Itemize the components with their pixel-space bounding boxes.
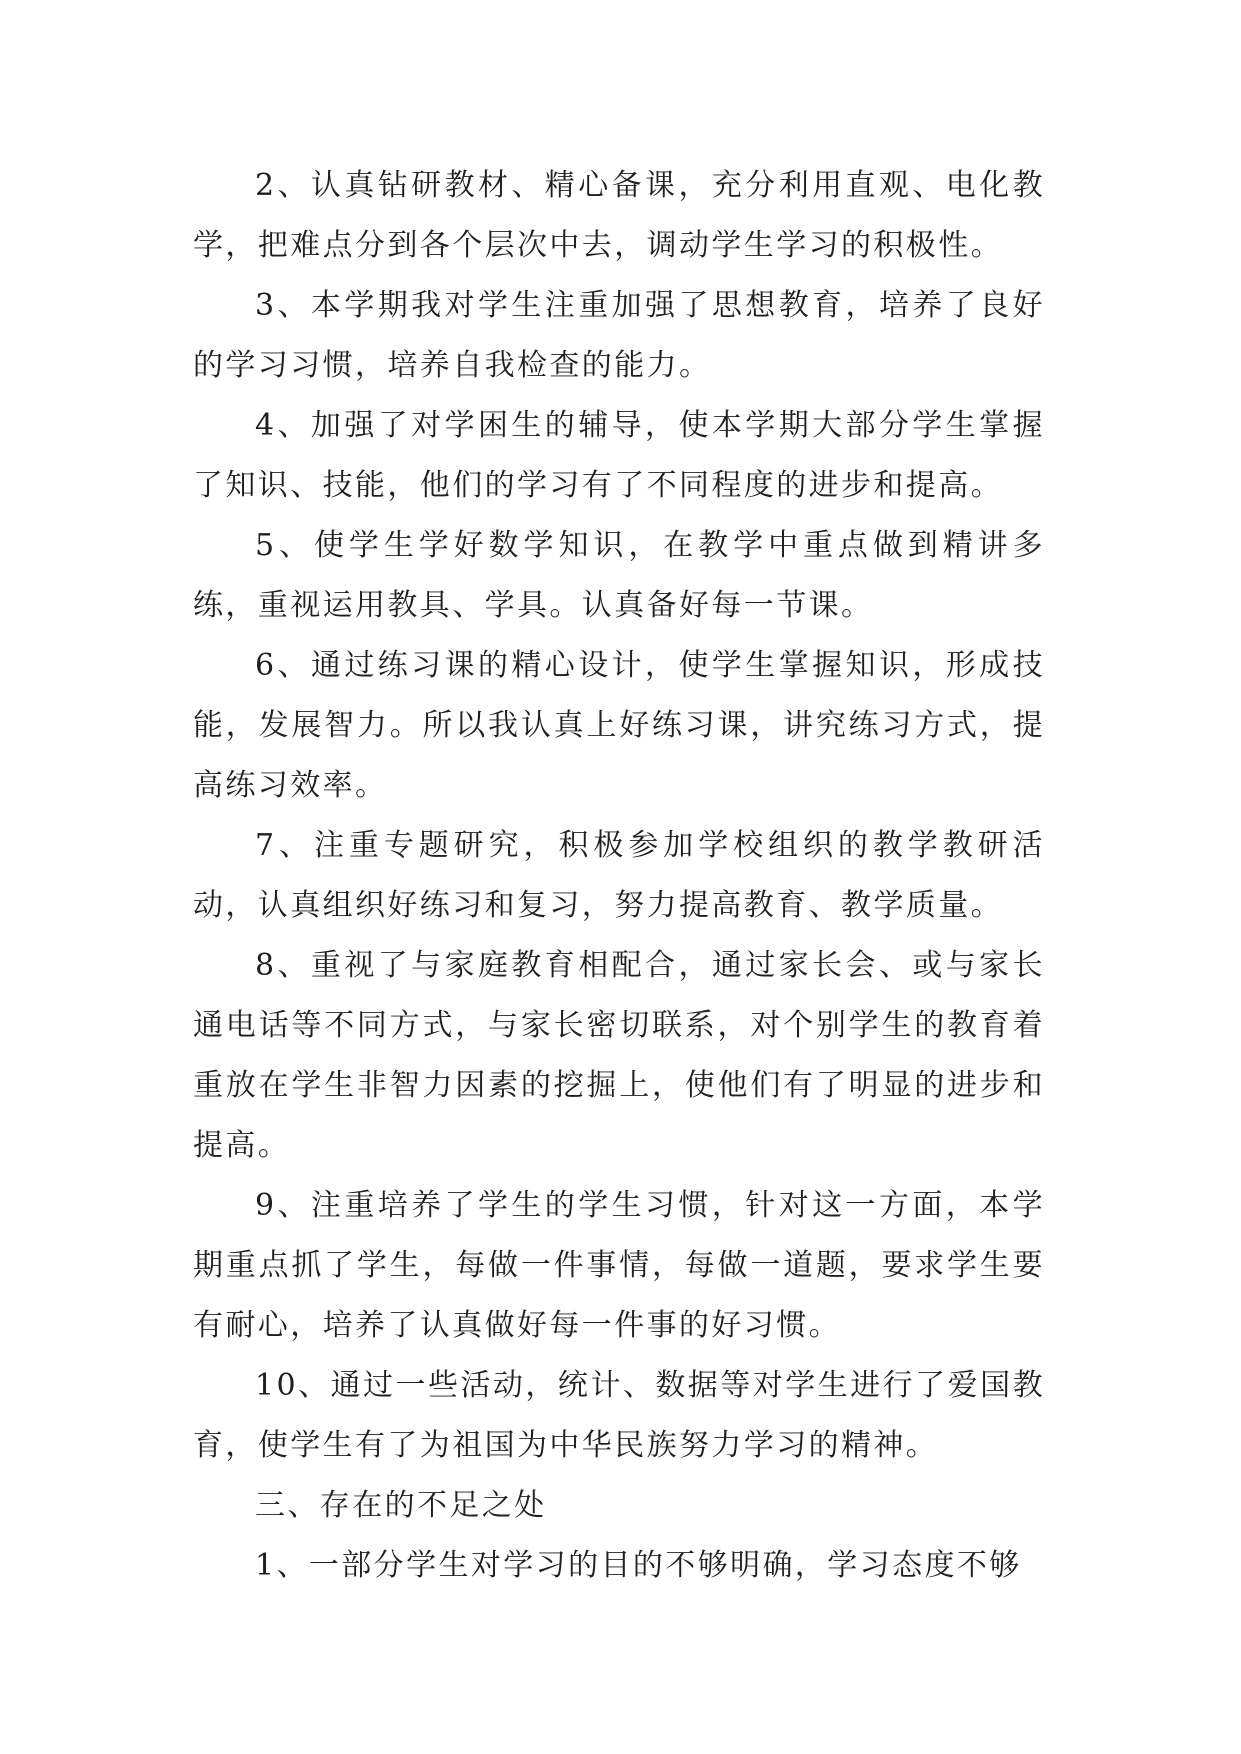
- section-heading-shortcomings: 三、存在的不足之处: [255, 1488, 547, 1523]
- paragraph-item-shortcoming-1: 1、一部分学生对学习的目的不够明确，学习态度不够: [255, 1548, 1022, 1583]
- paragraph-item-10: 10、通过一些活动，统计、数据等对学生进行了爱国教育，使学生有了为祖国为中华民族努力学习的精神。: [193, 1368, 1045, 1463]
- paragraph-item-7: 7、注重专题研究，积极参加学校组织的教学教研活动，认真组织好练习和复习，努力提高教育、教学质量。: [193, 828, 1045, 923]
- document-body: [193, 156, 1045, 1596]
- paragraph-item-5: 5、使学生学好数学知识，在教学中重点做到精讲多练，重视运用教具、学具。认真备好每一节课。: [193, 528, 1045, 623]
- paragraph-item-3: 3、本学期我对学生注重加强了思想教育，培养了良好的学习习惯，培养自我检查的能力。: [193, 288, 1045, 383]
- paragraph-item-9: 9、注重培养了学生的学生习惯，针对这一方面，本学期重点抓了学生，每做一件事情，每做一道题，要求学生要有耐心，培养了认真做好每一件事的好习惯。: [193, 1188, 1045, 1343]
- paragraph-item-2: 2、认真钻研教材、精心备课，充分利用直观、电化教学，把难点分到各个层次中去，调动学生学习的积极性。: [193, 168, 1045, 263]
- paragraph-item-4: 4、加强了对学困生的辅导，使本学期大部分学生掌握了知识、技能，他们的学习有了不同程度的进步和提高。: [193, 408, 1045, 503]
- paragraph-item-8: 8、重视了与家庭教育相配合，通过家长会、或与家长通电话等不同方式，与家长密切联系，对个别学生的教育着重放在学生非智力因素的挖掘上，使他们有了明显的进步和提高。: [193, 948, 1045, 1163]
- paragraph-item-6: 6、通过练习课的精心设计，使学生掌握知识，形成技能，发展智力。所以我认真上好练习课，讲究练习方式，提高练习效率。: [193, 648, 1045, 803]
